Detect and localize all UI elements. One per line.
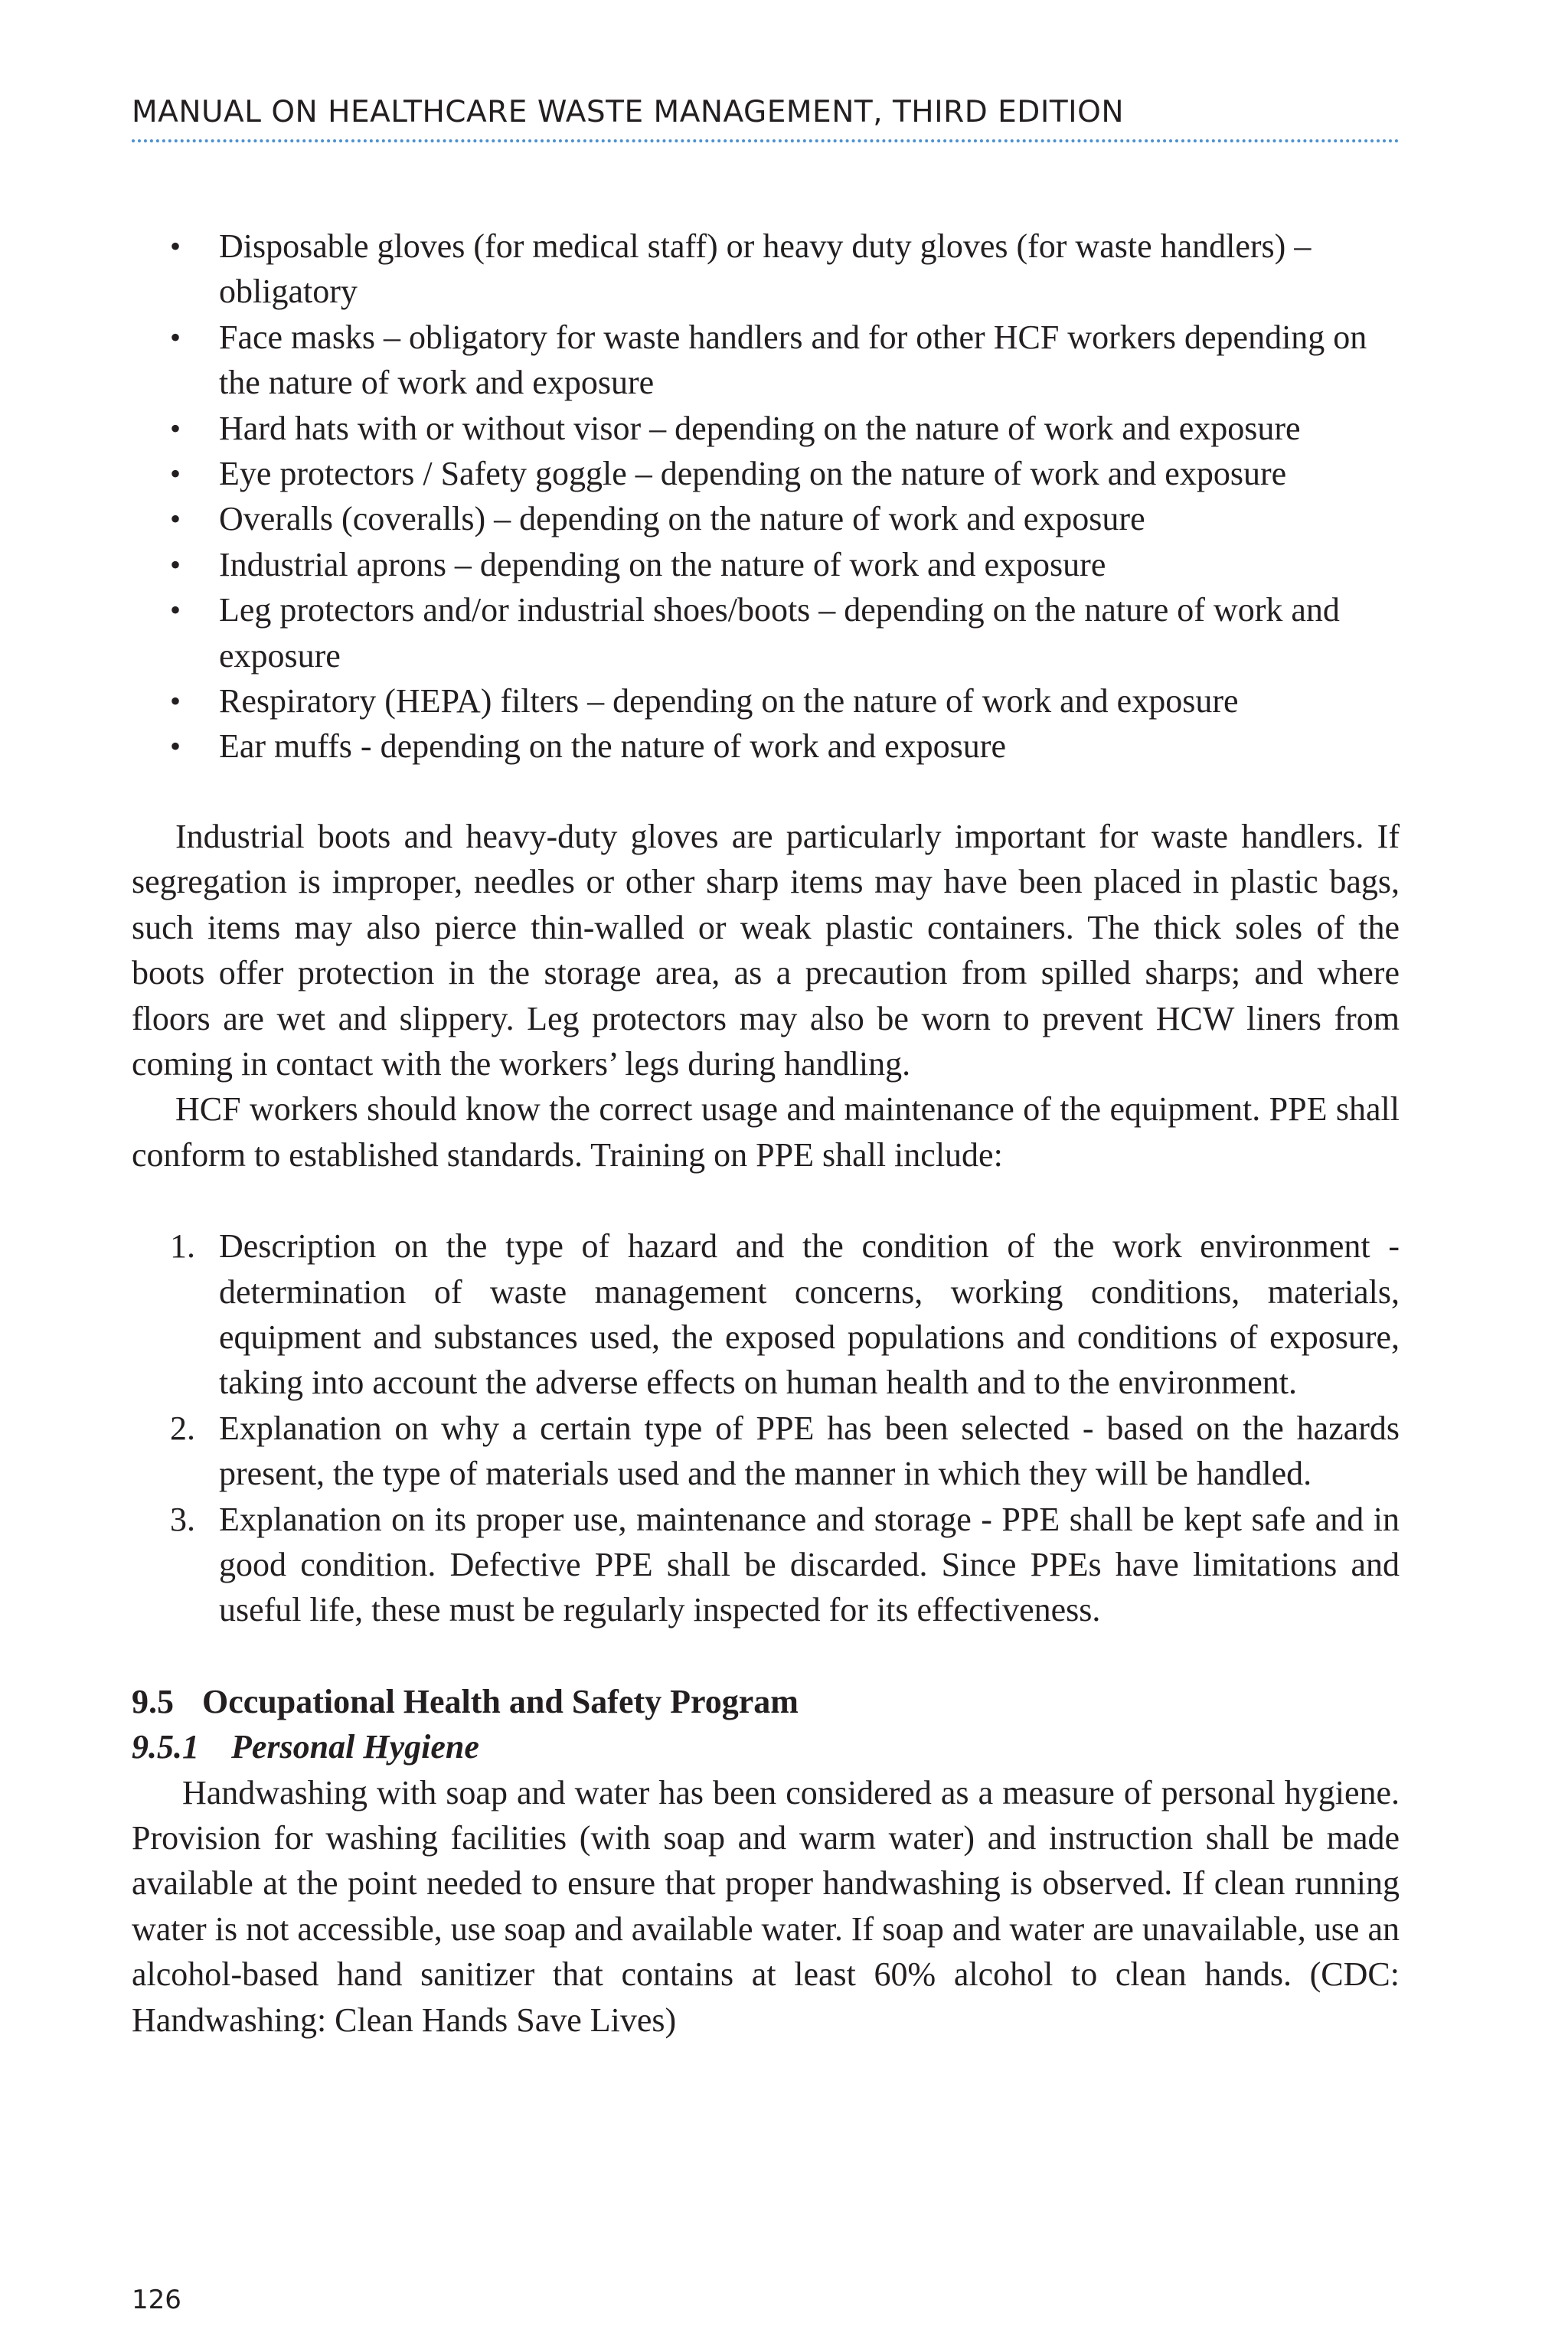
list-item-text: Ear muffs - depending on the nature of work and exposure	[219, 727, 1006, 766]
list-item-text: Face masks – obligatory for waste handlers and for other HCF workers depending on the nature of work and exposure	[219, 318, 1367, 402]
list-item	[132, 542, 1400, 587]
training-numbered-list	[132, 1223, 1400, 1633]
list-item	[132, 678, 1400, 724]
bullet-icon: •	[170, 501, 181, 537]
bullet-icon: •	[170, 729, 181, 764]
body-paragraph: Handwashing with soap and water has been considered as a measure of personal hygiene. Provision for washing facilities (with soap and warm water) and instruction shall be made available at the point needed to ensure that proper handwashing is observed. If clean running water is not accessible, use soap and available water. If soap and water are unavailable, use an alcohol-based hand sanitizer that contains at least 60% alcohol to clean hands. (CDC: Handwashing: Clean Hands Save Lives)	[132, 1773, 1400, 2039]
bullet-icon: •	[170, 319, 181, 354]
list-item	[132, 406, 1400, 451]
spacer	[132, 1178, 1400, 1223]
list-item	[132, 1497, 1400, 1633]
list-item-text: Hard hats with or without visor – depending on the nature of work and exposure	[219, 409, 1301, 447]
bullet-icon: •	[170, 229, 181, 263]
list-item-text: Description on the type of hazard and the condition of the work environment - determination of waste management concerns, working conditions, materials, equipment and substances used, the exposed populations and conditions of exposure, taking into account the adverse effects on human health and to the environment.	[219, 1227, 1400, 1402]
list-item-text: Explanation on why a certain type of PPE has been selected - based on the hazards present, the type of materials used and the manner in which they will be handled.	[219, 1409, 1400, 1493]
bullet-icon: •	[170, 456, 181, 492]
list-item	[132, 315, 1400, 406]
list-item	[132, 1406, 1400, 1497]
body-paragraph: Industrial boots and heavy-duty gloves are particularly important for waste handlers. If segregation is improper, needles or other sharp items may have been placed in plastic bags, such items may also pierce thin-walled or weak plastic containers. The thick soles of the boots offer protection in the storage area, as a precaution from spilled sharps; and where floors are wet and slippery. Leg protectors may also be worn to prevent HCW liners from coming in contact with the workers’ legs during handling.	[132, 817, 1400, 1083]
bullet-icon: •	[170, 684, 181, 719]
list-number: 2.	[170, 1409, 195, 1447]
list-item-text: Industrial aprons – depending on the nature of work and exposure	[219, 545, 1106, 583]
spacer	[132, 1633, 1400, 1679]
page-body	[132, 224, 1400, 2043]
bullet-icon: •	[170, 593, 181, 628]
body-paragraph: HCF workers should know the correct usage and maintenance of the equipment. PPE shall conform to established standards. Training on PPE shall include:	[132, 1090, 1400, 1174]
list-item-text: Overalls (coveralls) – depending on the nature of work and exposure	[219, 500, 1145, 538]
section-title: Occupational Health and Safety Program	[202, 1682, 799, 1720]
running-header: MANUAL ON HEALTHCARE WASTE MANAGEMENT, THIRD EDITION	[132, 95, 1125, 129]
header-dotted-rule	[132, 139, 1400, 142]
list-item-text: Eye protectors / Safety goggle – depending on the nature of work and exposure	[219, 455, 1287, 493]
subsection-number: 9.5.1	[132, 1728, 199, 1766]
bullet-icon: •	[170, 410, 181, 446]
list-item-text: Leg protectors and/or industrial shoes/boots – depending on the nature of work and exposure	[219, 591, 1340, 675]
list-item-text: Disposable gloves (for medical staff) or heavy duty gloves (for waste handlers) – obligatory	[219, 227, 1312, 311]
list-item-text: Respiratory (HEPA) filters – depending on the nature of work and exposure	[219, 682, 1239, 720]
spacer	[132, 769, 1400, 814]
section-heading	[132, 1679, 1400, 1724]
section-number: 9.5	[132, 1682, 174, 1720]
subsection-heading	[132, 1724, 1400, 1769]
page-number: 126	[132, 2285, 181, 2315]
list-item	[132, 724, 1400, 769]
ppe-bullet-list	[132, 224, 1400, 769]
list-item	[132, 587, 1400, 678]
list-item	[132, 496, 1400, 541]
list-item	[132, 1223, 1400, 1406]
subsection-title: Personal Hygiene	[231, 1728, 479, 1766]
list-item-text: Explanation on its proper use, maintenance and storage - PPE shall be kept safe and in good condition. Defective PPE shall be discarded. Since PPEs have limitations and useful life, these must be regularly inspected for its effectiveness.	[219, 1500, 1400, 1629]
list-item	[132, 224, 1400, 315]
list-number: 3.	[170, 1500, 195, 1538]
list-number: 1.	[170, 1227, 195, 1266]
list-item	[132, 451, 1400, 496]
bullet-icon: •	[170, 547, 181, 582]
